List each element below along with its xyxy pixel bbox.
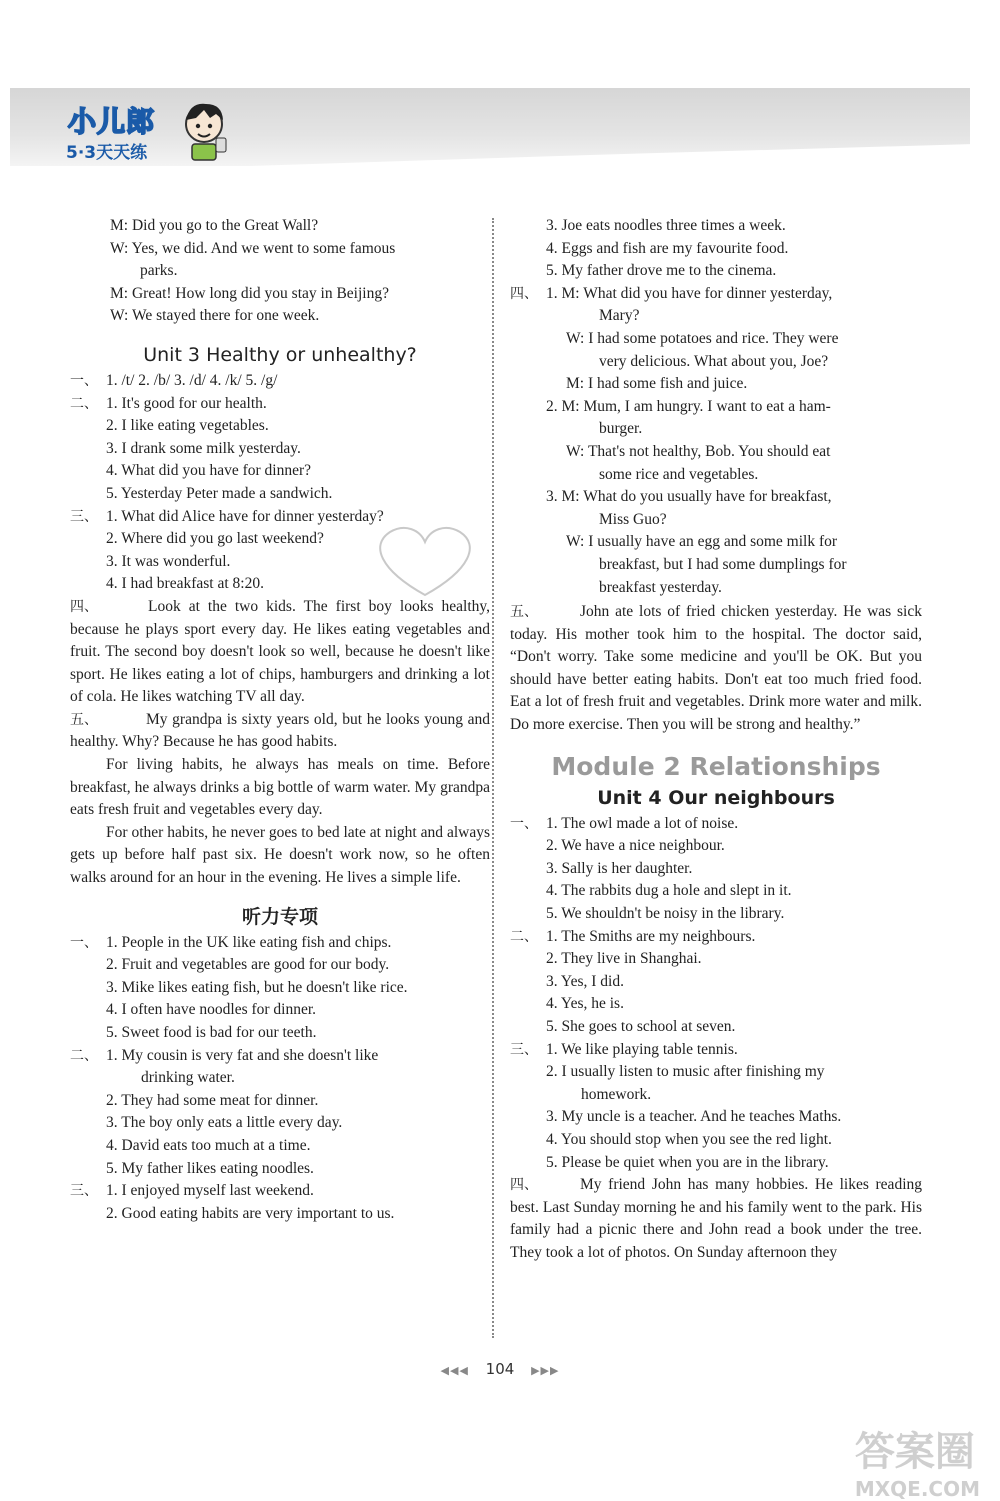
answer-text: 2. Fruit and vegetables are good for our body. — [106, 956, 390, 974]
section-5 — [70, 709, 490, 890]
answer-text: 1. The owl made a lot of noise. — [546, 814, 739, 832]
answer-text: 4. I had breakfast at 8:20. — [106, 575, 264, 593]
section-4 — [70, 596, 490, 709]
section-marker: 三、 — [70, 1183, 98, 1200]
answer-line — [510, 948, 922, 971]
answer-line — [70, 393, 490, 416]
unit4-title: Unit 4 Our neighbours — [597, 786, 835, 809]
section-1 — [70, 370, 490, 393]
dialog-line — [510, 418, 922, 441]
answer-text: 5. My father drove me to the cinema. — [546, 262, 777, 280]
dialog-line — [510, 509, 922, 532]
dialog-text: That's not healthy, Bob. You should eat — [587, 442, 831, 460]
answer-line — [70, 1067, 490, 1090]
answer-line — [510, 1016, 922, 1039]
answer-text: 5. Sweet food is bad for our teeth. — [106, 1024, 317, 1041]
dialog-block — [70, 215, 490, 328]
answer-line — [510, 215, 922, 238]
dialog-text: What did you have for dinner yesterday, — [583, 284, 833, 302]
marker: 五、 — [70, 711, 98, 728]
listen-section-2 — [70, 1045, 490, 1181]
answer-text: 3. I drank some milk yesterday. — [106, 439, 301, 457]
answer-text: 3. It was wonderful. — [106, 552, 231, 570]
section-2 — [70, 393, 490, 506]
dialog-line — [510, 531, 922, 554]
answer-line — [70, 1203, 490, 1226]
answer-text: 1. The Smiths are my neighbours. — [546, 927, 756, 945]
dialog-text: Miss Guo? — [599, 510, 667, 528]
answer-line — [510, 1039, 922, 1062]
answer-line — [510, 1084, 922, 1107]
paragraph-text: My grandpa is sixty years old, but he looks young and healthy. Why? Because he has good habits. — [70, 710, 490, 751]
listen-section-1 — [70, 932, 490, 1045]
answer-line — [510, 993, 922, 1016]
answer-line — [510, 238, 922, 261]
answer-line — [70, 954, 490, 977]
answer-line — [70, 460, 490, 483]
answer-text: 4. Yes, he is. — [546, 995, 624, 1013]
speaker-label: 1. M: — [546, 284, 584, 302]
paragraph-text: My friend John has many hobbies. He likes reading best. Last Sunday morning he and his family went to the park. His family had a picnic there and John read a book under the tree. They took a lot of photos. On Sunday afternoon they — [510, 1176, 922, 1261]
prev-arrows-icon: ◀◀◀ — [440, 1364, 469, 1377]
left-column — [70, 215, 490, 1225]
marker: 一、 — [70, 372, 98, 389]
answer-text: 2. I like eating vegetables. — [106, 417, 269, 435]
answer-line — [510, 1061, 922, 1084]
speaker-label: 2. M: — [546, 397, 584, 415]
section-marker: 三、 — [510, 1041, 538, 1058]
dialog-text: some rice and vegetables. — [599, 465, 759, 483]
watermark-url: MXQE.COM — [854, 1477, 980, 1501]
answer-text: 2. We have a nice neighbour. — [546, 837, 725, 855]
answer-line — [510, 1152, 922, 1175]
section-marker: 二、 — [510, 928, 538, 945]
dialog-text: We stayed there for one week. — [131, 307, 320, 325]
dialog-text: Yes, we did. And we went to some famous — [131, 239, 396, 257]
answer-text: 3. My uncle is a teacher. And he teaches Maths. — [546, 1108, 842, 1126]
page-footer — [0, 1360, 1000, 1378]
answer-text: drinking water. — [141, 1069, 235, 1087]
answer-line — [510, 1106, 922, 1129]
section-marker: 四、 — [510, 285, 538, 302]
answer-line — [70, 999, 490, 1022]
module-title: Module 2 Relationships — [551, 751, 881, 781]
answer-line — [70, 506, 490, 529]
dialog-line — [510, 328, 922, 351]
answer-text: 4. Eggs and fish are my favourite food. — [546, 239, 789, 257]
section-5 — [510, 601, 922, 737]
dialog-text: What do you usually have for breakfast, — [583, 488, 832, 506]
answer-text: 1. What did Alice have for dinner yesterday? — [106, 507, 384, 525]
listen-section-3 — [70, 1180, 490, 1225]
answer-text: 5. She goes to school at seven. — [546, 1018, 736, 1035]
section-marker: 二、 — [70, 395, 98, 412]
marker: 四、 — [510, 1177, 538, 1194]
answer-text: 2. I usually listen to music after finishing my — [546, 1063, 825, 1081]
answer-line — [70, 415, 490, 438]
answer-line — [510, 926, 922, 949]
speaker-label: 3. M: — [546, 488, 584, 506]
listening-title: 听力专项 — [241, 905, 318, 928]
section-3 — [70, 506, 490, 596]
answer-line — [70, 573, 490, 596]
answer-text: 3. Sally is her daughter. — [546, 859, 693, 877]
answer-text: 1. It's good for our health. — [106, 394, 267, 412]
answer-text: 4. You should stop when you see the red light. — [546, 1130, 832, 1148]
section-1 — [510, 813, 922, 926]
answer-text: 2. Good eating habits are very important to us. — [106, 1204, 395, 1222]
answer-text: 1. We like playing table tennis. — [546, 1040, 738, 1058]
dialog-text: I had some potatoes and rice. They were — [588, 329, 839, 347]
section-3 — [510, 1039, 922, 1175]
dialog-line — [510, 464, 922, 487]
speaker-label: M: — [566, 375, 588, 393]
answer-text: 3. Joe eats noodles three times a week. — [546, 217, 786, 234]
dialog-text: Mum, I am hungry. I want to eat a ham- — [583, 397, 831, 415]
speaker-label: M: — [110, 217, 132, 234]
answer-line — [70, 977, 490, 1000]
answer-text: 4. I often have noodles for dinner. — [106, 1001, 317, 1019]
answer-text: 5. Yesterday Peter made a sandwich. — [106, 484, 333, 502]
answer-line — [510, 260, 922, 283]
answer-line — [70, 1135, 490, 1158]
dialog-line — [70, 238, 490, 261]
dialog-text: very delicious. What about you, Joe? — [599, 352, 829, 370]
speaker-label: W: — [110, 239, 132, 257]
speaker-label: W: — [566, 442, 588, 460]
answer-text: 2. They live in Shanghai. — [546, 950, 702, 968]
brand-logo — [48, 98, 238, 168]
section-3-continued — [510, 215, 922, 283]
dialog-text: Great! How long did you stay in Beijing? — [131, 284, 389, 302]
dialog-text: I had some fish and juice. — [587, 375, 748, 393]
speaker-label: W: — [566, 329, 589, 347]
marker: 四、 — [70, 598, 98, 615]
answer-text: 2. They had some meat for dinner. — [106, 1091, 319, 1109]
answer-line — [70, 1045, 490, 1068]
answer-text: 5. My father likes eating noodles. — [106, 1159, 314, 1177]
answer-line — [70, 1022, 490, 1045]
brand-title: 小儿郎 — [68, 105, 156, 138]
answer-text: 1. People in the UK like eating fish and chips. — [106, 933, 392, 951]
dialog-line — [70, 215, 490, 238]
answer-line — [70, 551, 490, 574]
column-divider — [492, 218, 494, 1338]
brand-subtitle: 5·3天天练 — [66, 143, 148, 163]
answer-text: 1. My cousin is very fat and she doesn't like — [106, 1046, 379, 1064]
answer-text: 1. /t/ 2. /b/ 3. /d/ 4. /k/ 5. /g/ — [106, 371, 278, 389]
answer-text: 2. Where did you go last weekend? — [106, 530, 324, 548]
answer-line — [70, 1158, 490, 1181]
answer-line — [510, 971, 922, 994]
section-4 — [510, 283, 922, 599]
section-marker: 二、 — [70, 1047, 98, 1064]
answer-line — [510, 1129, 922, 1152]
dialog-line — [510, 283, 922, 306]
answer-line — [510, 858, 922, 881]
section-marker: 三、 — [70, 508, 98, 525]
right-column — [510, 215, 922, 1265]
dialog-text: breakfast, but I had some dumplings for — [599, 555, 847, 573]
answer-text: 5. We shouldn't be noisy in the library. — [546, 905, 785, 923]
marker: 五、 — [510, 604, 538, 621]
dialog-line — [70, 283, 490, 306]
dialog-line — [510, 554, 922, 577]
dialog-text: I usually have an egg and some milk for — [588, 533, 838, 551]
speaker-label: M: — [110, 284, 132, 302]
answer-line — [510, 880, 922, 903]
speaker-label: W: — [566, 533, 589, 551]
answer-line — [70, 438, 490, 461]
answer-line — [70, 1180, 490, 1203]
answer-text: 5. Please be quiet when you are in the library. — [546, 1153, 829, 1171]
answer-line — [510, 813, 922, 836]
dialog-line — [510, 486, 922, 509]
paragraph-text: John ate lots of fried chicken yesterday. He was sick today. His mother took him to the hospital. The doctor said, “Don't worry. Take some medicine and you'll be OK. But you should have better eating habits. Don't eat too much fried food. Eat a lot of fresh fruit and vegetables. Drink more water and milk. Do more exercise. Then you will be strong and healthy.” — [510, 603, 922, 734]
dialog-text: Did you go to the Great Wall? — [131, 217, 319, 234]
answer-text: 3. The boy only eats a little every day. — [106, 1114, 343, 1132]
speaker-label: W: — [110, 307, 132, 325]
answer-text: 3. Mike likes eating fish, but he doesn't like rice. — [106, 978, 408, 996]
dialog-line — [510, 373, 922, 396]
dialog-text: breakfast yesterday. — [599, 578, 722, 596]
dialog-line — [70, 305, 490, 328]
answer-line — [70, 483, 490, 506]
answer-text: 4. What did you have for dinner? — [106, 462, 312, 480]
paragraph-text: Look at the two kids. The first boy looks healthy, because he plays sport every day. He likes eating vegetables and fruit. The second boy doesn't look so well, because he doesn't like sport. He likes eating a lot of chips, hamburgers and drinking a lot of cola. He likes watching TV all day. — [70, 597, 490, 706]
dialog-text: parks. — [140, 262, 178, 280]
next-arrows-icon: ▶▶▶ — [531, 1364, 560, 1377]
answer-text: 3. Yes, I did. — [546, 972, 624, 990]
answer-line — [70, 932, 490, 955]
paragraph-text: For living habits, he always has meals on time. Before breakfast, he always drinks a big bottle of warm water. My grandpa eats fresh fruit and vegetables every day. — [70, 756, 490, 819]
dialog-line — [510, 577, 922, 600]
paragraph-text: For other habits, he never goes to bed late at night and always gets up before half past six. He doesn't work now, so he often walks around for an hour in the evening. He lives a simple life. — [70, 823, 490, 887]
answer-line — [510, 835, 922, 858]
answer-line — [70, 1090, 490, 1113]
dialog-line — [510, 351, 922, 374]
dialog-line — [510, 396, 922, 419]
dialog-text: burger. — [599, 420, 643, 438]
answer-line — [70, 1112, 490, 1135]
watermark-text: 答案圈 — [854, 1429, 975, 1475]
dialog-line — [510, 441, 922, 464]
answer-text: 4. The rabbits dug a hole and slept in it. — [546, 882, 792, 900]
mascot-boy-icon — [176, 98, 232, 162]
dialog-text: Mary? — [599, 307, 640, 325]
section-marker: 一、 — [70, 934, 98, 951]
section-marker: 一、 — [510, 815, 538, 832]
dialog-line — [510, 305, 922, 328]
section-2 — [510, 926, 922, 1039]
page-number: 104 — [485, 1360, 515, 1378]
watermark — [855, 1420, 980, 1501]
answer-text: homework. — [581, 1085, 652, 1103]
answer-text: 1. I enjoyed myself last weekend. — [106, 1182, 314, 1200]
unit3-title: Unit 3 Healthy or unhealthy? — [143, 343, 417, 366]
answer-text: 4. David eats too much at a time. — [106, 1136, 311, 1154]
answer-line — [510, 903, 922, 926]
dialog-line — [70, 260, 490, 283]
answer-line — [70, 528, 490, 551]
section-4 — [510, 1174, 922, 1264]
